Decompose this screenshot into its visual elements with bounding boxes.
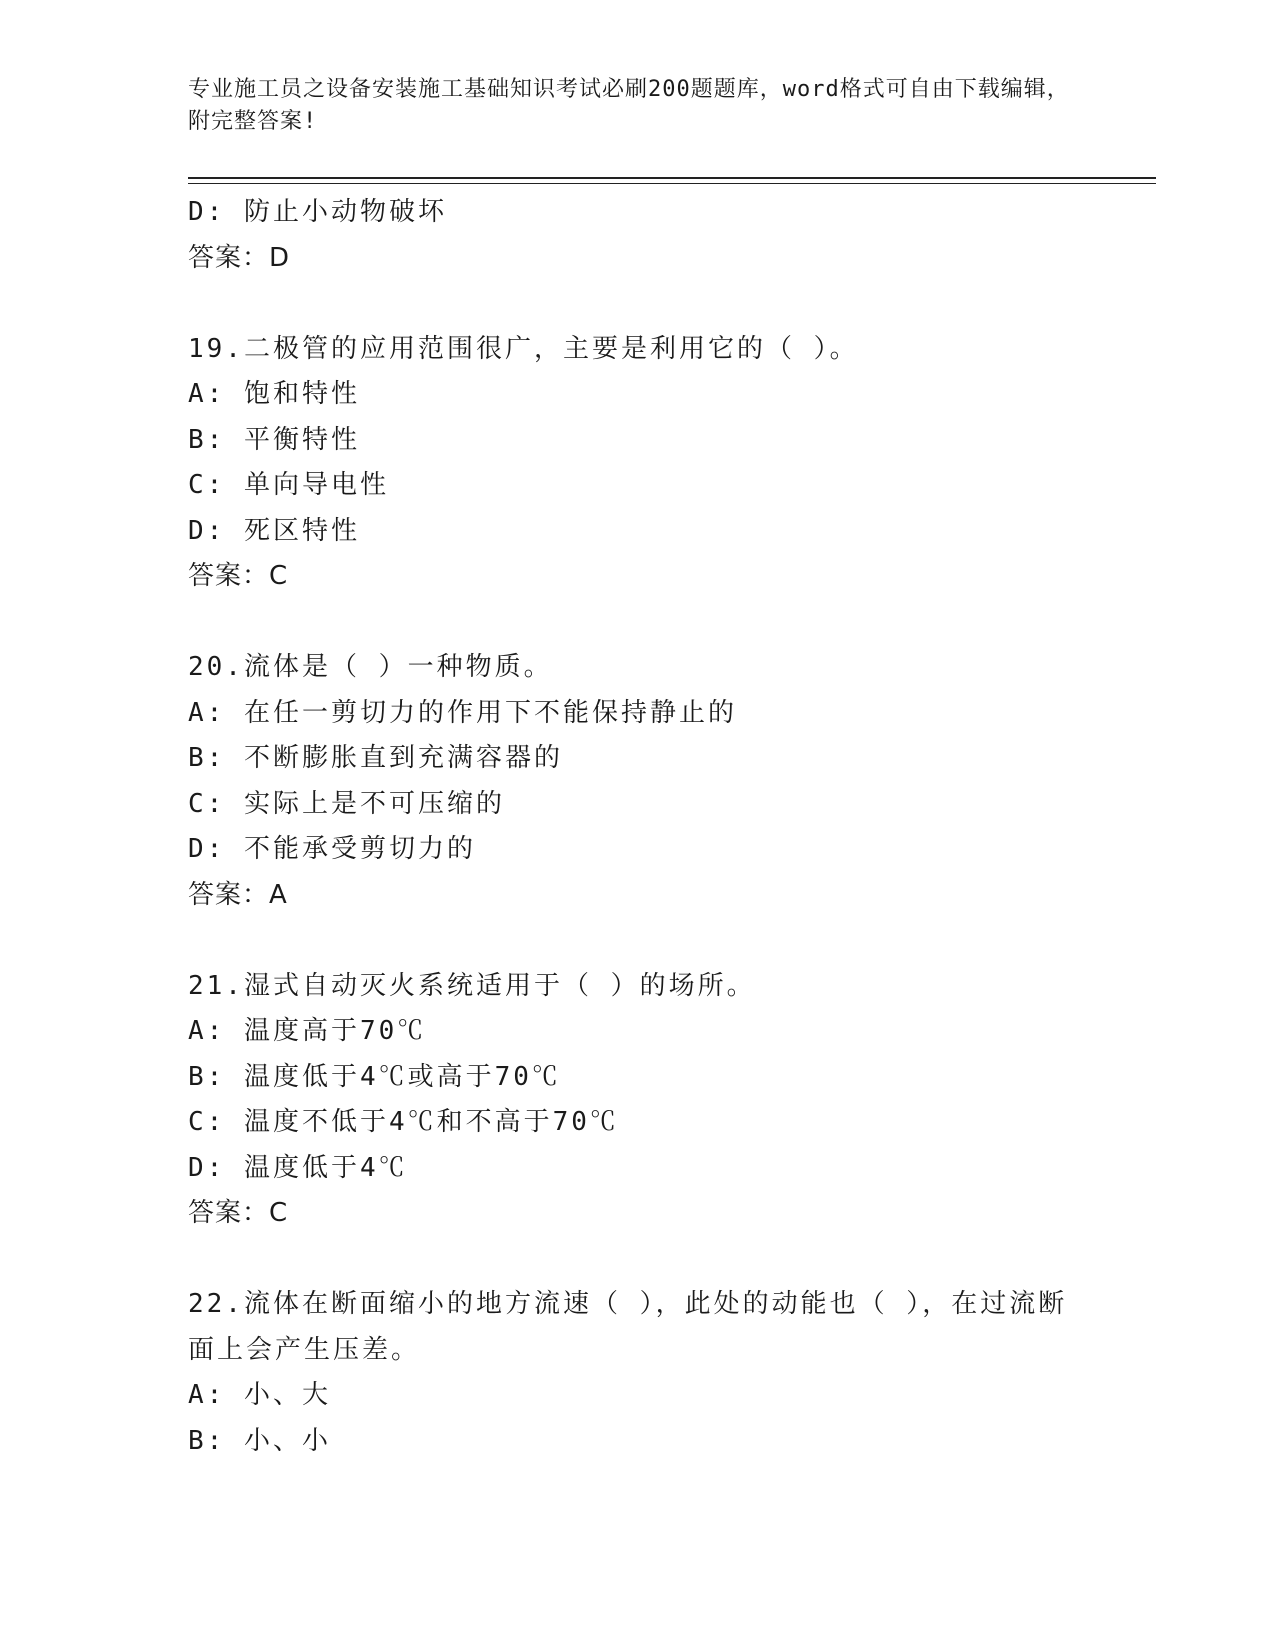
question-stem: 22.流体在断面缩小的地方流速（ ），此处的动能也（ ），在过流断面上会产生压差。 [188, 1289, 1068, 1365]
spacer [188, 918, 1088, 964]
question-20 [188, 645, 1088, 918]
question-stem: 20.流体是（ ）一种物质。 [188, 652, 553, 682]
option-a: A: 在任一剪切力的作用下不能保持静止的 [188, 697, 737, 728]
document-header: 专业施工员之设备安装施工基础知识考试必刷200题题库，word格式可自由下载编辑，附完整答案! [188, 77, 1070, 134]
answer: 答案：A [188, 879, 288, 910]
spacer [188, 600, 1088, 646]
document-body [188, 190, 1088, 1464]
option-c: C: 实际上是不可压缩的 [188, 788, 505, 819]
option-a: A: 温度高于70℃ [188, 1016, 427, 1046]
option-d: D: 防止小动物破坏 [188, 197, 447, 227]
header-rule-thin [188, 183, 1156, 184]
spacer [188, 1237, 1088, 1283]
option-c: C: 温度不低于4℃和不高于70℃ [188, 1107, 619, 1137]
question-stem: 21.湿式自动灭火系统适用于（ ）的场所。 [188, 970, 756, 1001]
option-c: C: 单向导电性 [188, 470, 389, 500]
header-rule-thick [188, 177, 1156, 179]
question-fragment [188, 190, 1088, 281]
question-stem: 19.二极管的应用范围很广，主要是利用它的（ ）。 [188, 333, 859, 364]
option-b: B: 温度低于4℃或高于70℃ [188, 1061, 561, 1092]
option-d: D: 不能承受剪切力的 [188, 834, 476, 864]
answer: 答案：C [188, 561, 289, 591]
question-22 [188, 1282, 1088, 1464]
option-d: D: 死区特性 [188, 515, 360, 546]
option-b: B: 小、小 [188, 1425, 331, 1456]
spacer [188, 281, 1088, 327]
question-19 [188, 327, 1088, 600]
option-a: A: 饱和特性 [188, 379, 360, 409]
answer: 答案：D [188, 242, 291, 273]
option-d: D: 温度低于4℃ [188, 1152, 408, 1183]
option-b: B: 不断膨胀直到充满容器的 [188, 743, 563, 773]
option-b: B: 平衡特性 [188, 424, 360, 455]
answer: 答案：C [188, 1198, 289, 1228]
question-21 [188, 964, 1088, 1237]
option-a: A: 小、大 [188, 1380, 331, 1410]
